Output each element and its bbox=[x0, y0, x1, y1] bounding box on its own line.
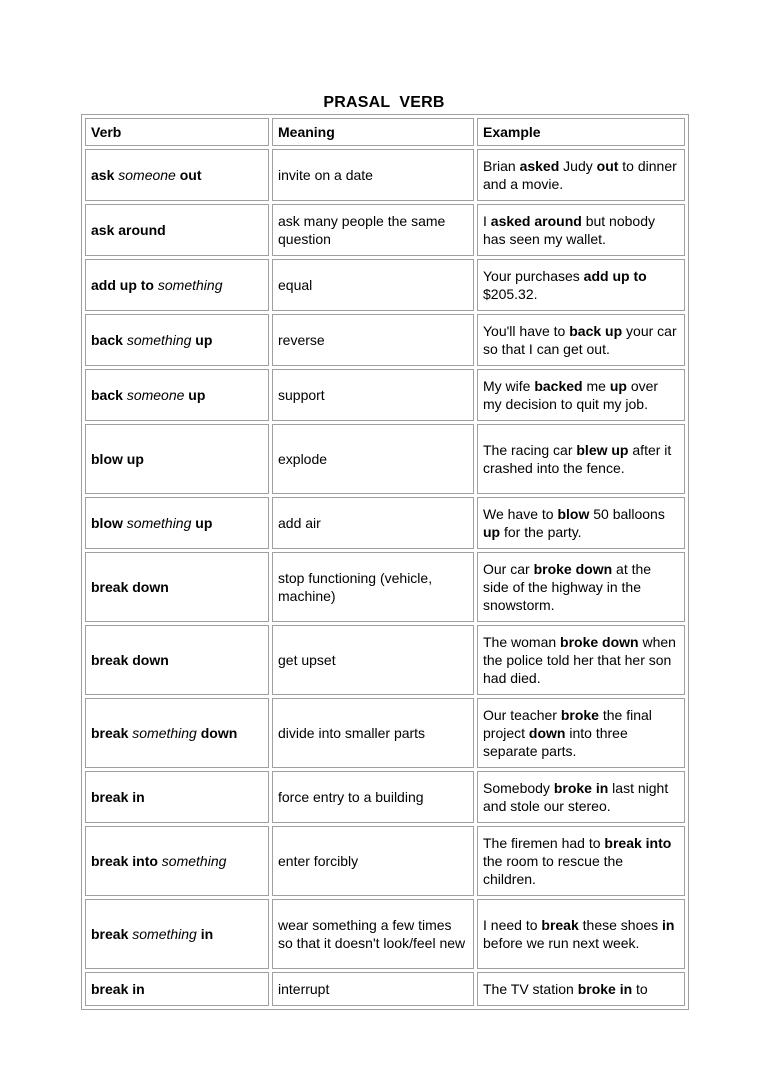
example-cell bbox=[477, 369, 685, 421]
example-cell-segment: Somebody bbox=[483, 780, 554, 796]
verb-cell-segment: something bbox=[132, 926, 197, 942]
example-cell-segment: blow bbox=[557, 506, 590, 522]
verb-cell-segment: ask around bbox=[91, 222, 166, 238]
example-cell-segment: broke down bbox=[560, 634, 639, 650]
example-cell-segment: broke in bbox=[553, 780, 609, 796]
verb-cell-segment: break bbox=[91, 926, 129, 942]
example-cell bbox=[477, 899, 685, 969]
verb-cell bbox=[85, 314, 269, 366]
phrasal-verb-table bbox=[81, 114, 689, 1010]
page-title: PRASAL VERB bbox=[323, 94, 445, 111]
table-header-row bbox=[85, 118, 685, 146]
example-cell-segment: out bbox=[596, 158, 619, 174]
example-cell-segment: Our teacher bbox=[483, 707, 561, 723]
example-cell-segment: break into bbox=[604, 835, 672, 851]
verb-cell-segment: break in bbox=[91, 981, 145, 997]
verb-cell-segment: back bbox=[91, 332, 123, 348]
verb-cell-segment: break bbox=[91, 725, 129, 741]
example-cell-segment: at the side of the highway in the snowstorm. bbox=[483, 561, 652, 613]
meaning-cell: wear something a few times so that it doesn't look/feel new bbox=[272, 899, 474, 969]
verb-cell bbox=[85, 899, 269, 969]
example-cell-segment: The racing car bbox=[483, 442, 577, 458]
example-cell-segment: $205.32. bbox=[483, 286, 538, 302]
header-meaning: Meaning bbox=[272, 118, 474, 146]
example-cell-segment: asked bbox=[519, 158, 560, 174]
example-cell bbox=[477, 314, 685, 366]
verb-cell bbox=[85, 698, 269, 768]
meaning-cell: add air bbox=[272, 497, 474, 549]
example-cell-segment: add up to bbox=[583, 268, 647, 284]
example-cell-segment: Our car bbox=[483, 561, 534, 577]
verb-cell bbox=[85, 972, 269, 1006]
verb-cell-segment: something bbox=[161, 853, 227, 869]
example-cell-segment: broke in bbox=[577, 981, 633, 997]
verb-cell-segment: up bbox=[195, 332, 213, 348]
example-cell-segment: last night and stole our stereo. bbox=[483, 780, 669, 814]
example-cell-segment: when the police told her that her son had died. bbox=[483, 634, 676, 686]
example-cell-segment: break bbox=[541, 917, 579, 933]
example-cell-segment: I bbox=[483, 213, 491, 229]
table-row bbox=[85, 625, 685, 695]
example-cell bbox=[477, 698, 685, 768]
table-row bbox=[85, 899, 685, 969]
example-cell bbox=[477, 424, 685, 494]
example-cell-segment: blew up bbox=[576, 442, 629, 458]
verb-cell-segment: add up to bbox=[91, 277, 154, 293]
verb-cell-segment: break in bbox=[91, 789, 145, 805]
verb-cell bbox=[85, 552, 269, 622]
verb-cell-segment: blow up bbox=[91, 451, 144, 467]
verb-cell-segment: up bbox=[195, 515, 213, 531]
example-cell-segment: to bbox=[632, 981, 648, 997]
verb-cell-segment: something bbox=[157, 277, 223, 293]
example-cell bbox=[477, 149, 685, 201]
example-cell-segment: The woman bbox=[483, 634, 561, 650]
example-cell-segment: You'll have to bbox=[483, 323, 570, 339]
meaning-cell: invite on a date bbox=[272, 149, 474, 201]
meaning-cell: interrupt bbox=[272, 972, 474, 1006]
example-cell bbox=[477, 204, 685, 256]
table-row bbox=[85, 552, 685, 622]
verb-cell bbox=[85, 497, 269, 549]
meaning-cell: ask many people the same question bbox=[272, 204, 474, 256]
verb-cell-segment: down bbox=[200, 725, 238, 741]
example-cell-segment: broke down bbox=[533, 561, 613, 577]
verb-cell bbox=[85, 149, 269, 201]
table-row bbox=[85, 314, 685, 366]
example-cell-segment: 50 balloons bbox=[589, 506, 665, 522]
example-cell-segment: for the party. bbox=[500, 524, 582, 540]
example-cell-segment: the final project bbox=[483, 707, 652, 741]
example-cell bbox=[477, 497, 685, 549]
example-cell-segment: but nobody has seen my wallet. bbox=[483, 213, 655, 247]
meaning-cell: equal bbox=[272, 259, 474, 311]
example-cell-segment: Judy bbox=[559, 158, 597, 174]
table-row bbox=[85, 771, 685, 823]
example-cell bbox=[477, 771, 685, 823]
example-cell-segment: broke bbox=[560, 707, 599, 723]
example-cell-segment: in bbox=[662, 917, 675, 933]
table-row bbox=[85, 698, 685, 768]
table-row bbox=[85, 972, 685, 1006]
example-cell bbox=[477, 552, 685, 622]
meaning-cell: support bbox=[272, 369, 474, 421]
meaning-cell: get upset bbox=[272, 625, 474, 695]
verb-cell-segment: someone bbox=[126, 387, 185, 403]
meaning-cell: divide into smaller parts bbox=[272, 698, 474, 768]
meaning-cell: explode bbox=[272, 424, 474, 494]
example-cell-segment: Your purchases bbox=[483, 268, 584, 284]
verb-cell-segment: back bbox=[91, 387, 123, 403]
example-cell-segment: into three separate parts. bbox=[483, 725, 628, 759]
example-cell-segment: back up bbox=[569, 323, 623, 339]
table-row bbox=[85, 826, 685, 896]
example-cell-segment: me bbox=[582, 378, 610, 394]
example-cell-segment: before we run next week. bbox=[483, 935, 640, 951]
example-cell-segment: The firemen had to bbox=[483, 835, 605, 851]
verb-cell-segment: break into bbox=[91, 853, 158, 869]
verb-cell bbox=[85, 771, 269, 823]
verb-cell-segment: break down bbox=[91, 652, 169, 668]
example-cell-segment: over my decision to quit my job. bbox=[483, 378, 659, 412]
verb-cell-segment: out bbox=[179, 167, 202, 183]
example-cell-segment: My wife bbox=[483, 378, 535, 394]
meaning-cell: stop functioning (vehicle, machine) bbox=[272, 552, 474, 622]
example-cell bbox=[477, 259, 685, 311]
example-cell-segment: your car so that I can get out. bbox=[483, 323, 677, 357]
example-cell-segment: up bbox=[609, 378, 627, 394]
verb-cell-segment: someone bbox=[118, 167, 176, 183]
example-cell bbox=[477, 826, 685, 896]
example-cell-segment: after it crashed into the fence. bbox=[483, 442, 672, 476]
verb-cell-segment: in bbox=[200, 926, 214, 942]
example-cell bbox=[477, 625, 685, 695]
table-row bbox=[85, 259, 685, 311]
meaning-cell: enter forcibly bbox=[272, 826, 474, 896]
example-cell-segment: the room to rescue the children. bbox=[483, 853, 624, 887]
example-cell-segment: these shoes bbox=[578, 917, 663, 933]
verb-cell bbox=[85, 424, 269, 494]
table-row bbox=[85, 149, 685, 201]
example-cell-segment: down bbox=[528, 725, 566, 741]
example-cell-segment: to dinner and a movie. bbox=[483, 158, 677, 192]
header-example: Example bbox=[477, 118, 685, 146]
meaning-cell: force entry to a building bbox=[272, 771, 474, 823]
example-cell-segment: asked around bbox=[490, 213, 582, 229]
meaning-cell: reverse bbox=[272, 314, 474, 366]
verb-cell-segment: up bbox=[188, 387, 206, 403]
verb-cell-segment: ask bbox=[91, 167, 115, 183]
verb-cell-segment: something bbox=[126, 515, 192, 531]
example-cell-segment: up bbox=[483, 524, 501, 540]
verb-cell bbox=[85, 625, 269, 695]
example-cell-segment: The TV station bbox=[483, 981, 578, 997]
example-cell-segment: Brian bbox=[483, 158, 520, 174]
table-row bbox=[85, 497, 685, 549]
example-cell-segment: We have to bbox=[483, 506, 558, 522]
verb-cell bbox=[85, 204, 269, 256]
verb-cell bbox=[85, 826, 269, 896]
verb-cell bbox=[85, 369, 269, 421]
verb-cell bbox=[85, 259, 269, 311]
verb-cell-segment: blow bbox=[91, 515, 123, 531]
verb-cell-segment: break down bbox=[91, 579, 169, 595]
table-body bbox=[85, 149, 685, 1006]
example-cell-segment: backed bbox=[534, 378, 583, 394]
table-row bbox=[85, 369, 685, 421]
table-row bbox=[85, 204, 685, 256]
example-cell bbox=[477, 972, 685, 1006]
table-row bbox=[85, 424, 685, 494]
example-cell-segment: I need to bbox=[483, 917, 542, 933]
header-verb: Verb bbox=[85, 118, 269, 146]
verb-cell-segment: something bbox=[126, 332, 192, 348]
verb-cell-segment: something bbox=[132, 725, 197, 741]
